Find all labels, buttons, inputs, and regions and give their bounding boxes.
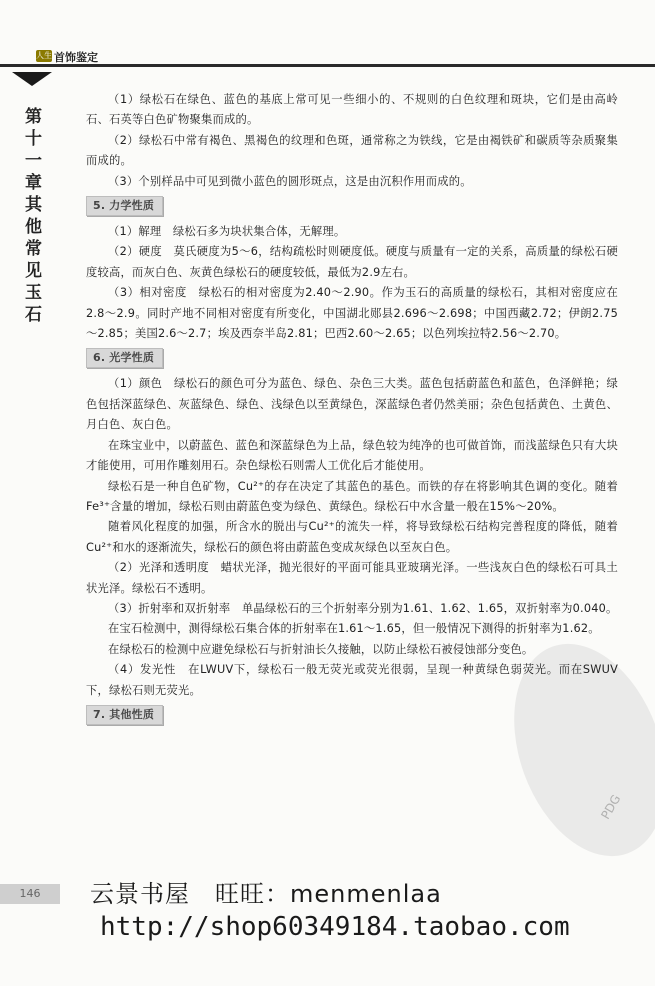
publisher-logo: 人生 [36, 51, 52, 60]
section6-paragraph: （3）折射率和双折射率 单晶绿松石的三个折射率分别为1.61、1.62、1.65，双折射率为0.040。 [108, 601, 618, 615]
page-number: 146 [0, 884, 60, 904]
book-title: 首饰鉴定 [54, 51, 98, 64]
intro-paragraph: （1）绿松石在绿色、蓝色的基底上常可见一些细小的、不规则的白色纹理和斑块，它们是由高岭石、石英等白色矿物聚集而成的。 [86, 93, 618, 127]
watermark-stamp-text: PDG [598, 792, 624, 822]
page-body [86, 90, 618, 731]
watermark-shop-name: 云景书屋 旺旺：menmenlaa [90, 880, 442, 908]
intro-paragraph: （2）绿松石中常有褐色、黑褐色的纹理和色斑，通常称之为铁线，它是由褐铁矿和碳质等杂质聚集而成的。 [86, 133, 618, 168]
section6-paragraph: 在珠宝业中，以蔚蓝色、蓝色和深蓝绿色为上品，绿色较为纯净的也可做首饰，而浅蓝绿色只有大块才能使用，可用作雕刻用石。杂色绿松石则需人工优化后才能使用。 [86, 438, 618, 473]
section6-paragraph: 随着风化程度的加强，所含水的脱出与Cu²⁺的流失一样，将导致绿松石结构完善程度的降低，随着Cu²⁺和水的逐渐流失，绿松石的颜色将由蔚蓝色变成灰绿色以至灰白色。 [86, 520, 618, 554]
section6-paragraph: 绿松石是一种自色矿物，Cu²⁺的存在决定了其蓝色的基色。而铁的存在将影响其色调的变化。随着Fe³⁺含量的增加，绿松石则由蔚蓝色变为绿色、黄绿色。绿松石中水含量一般在15%～20%。 [86, 479, 618, 513]
chapter-marker-icon [12, 72, 52, 86]
section6-paragraph: （1）颜色 绿松石的颜色可分为蓝色、绿色、杂色三大类。蓝色包括蔚蓝色和蓝色，色泽鲜艳；绿色包括深蓝绿色、灰蓝绿色、绿色、浅绿色以至黄绿色，深蓝绿色者仍然美丽；杂色包括黄色、土黄色、月白色、灰白色。 [86, 377, 618, 432]
section5-paragraph: （1）解理 绿松石多为块状集合体，无解理。 [108, 225, 346, 239]
section5-paragraph: （2）硬度 莫氏硬度为5～6，结构疏松时则硬度低。硬度与质量有一定的关系，高质量的绿松石硬度较高，而灰白色、灰黄色绿松石的硬度较低，最低为2.9左右。 [86, 245, 618, 279]
section6-paragraph: 在宝石检测中，测得绿松石集合体的折射率在1.61～1.65，但一般情况下测得的折射率为1.62。 [108, 622, 600, 636]
section-heading-optical: 6. 光学性质 [86, 348, 163, 368]
watermark-shop-url: http://shop60349184.taobao.com [100, 912, 570, 942]
section6-paragraph: 在绿松石的检测中应避免绿松石与折射油长久接触，以防止绿松石被侵蚀部分变色。 [108, 642, 534, 656]
section-heading-mechanical: 5. 力学性质 [86, 196, 163, 216]
page-header [0, 50, 655, 67]
section5-paragraph: （3）相对密度 绿松石的相对密度为2.40～2.90。作为玉石的高质量的绿松石，其相对密度应在2.8～2.9。同时产地不同相对密度有所变化，中国湖北郧县2.696～2.698；中国西藏2.72；伊朗2.75～2.85；美国2.6～2.7；埃及西奈半岛2.81；巴西2.60～2.65；以色列埃拉特2.56～2.70。 [86, 286, 618, 341]
section-heading-other: 7. 其他性质 [86, 705, 163, 725]
section6-paragraph: （4）发光性 在LWUV下，绿松石一般无荧光或荧光很弱，呈现一种黄绿色弱荧光。而在SWUV下，绿松石则无荧光。 [86, 663, 618, 697]
section6-paragraph: （2）光泽和透明度 蜡状光泽，抛光很好的平面可能具亚玻璃光泽。一些浅灰白色的绿松石可具土状光泽。绿松石不透明。 [86, 561, 618, 595]
chapter-title: 第十一章 其他常见玉石 [25, 107, 42, 325]
intro-paragraph: （3）个别样品中可见到微小蓝色的圆形斑点，这是由沉积作用而成的。 [108, 174, 472, 188]
